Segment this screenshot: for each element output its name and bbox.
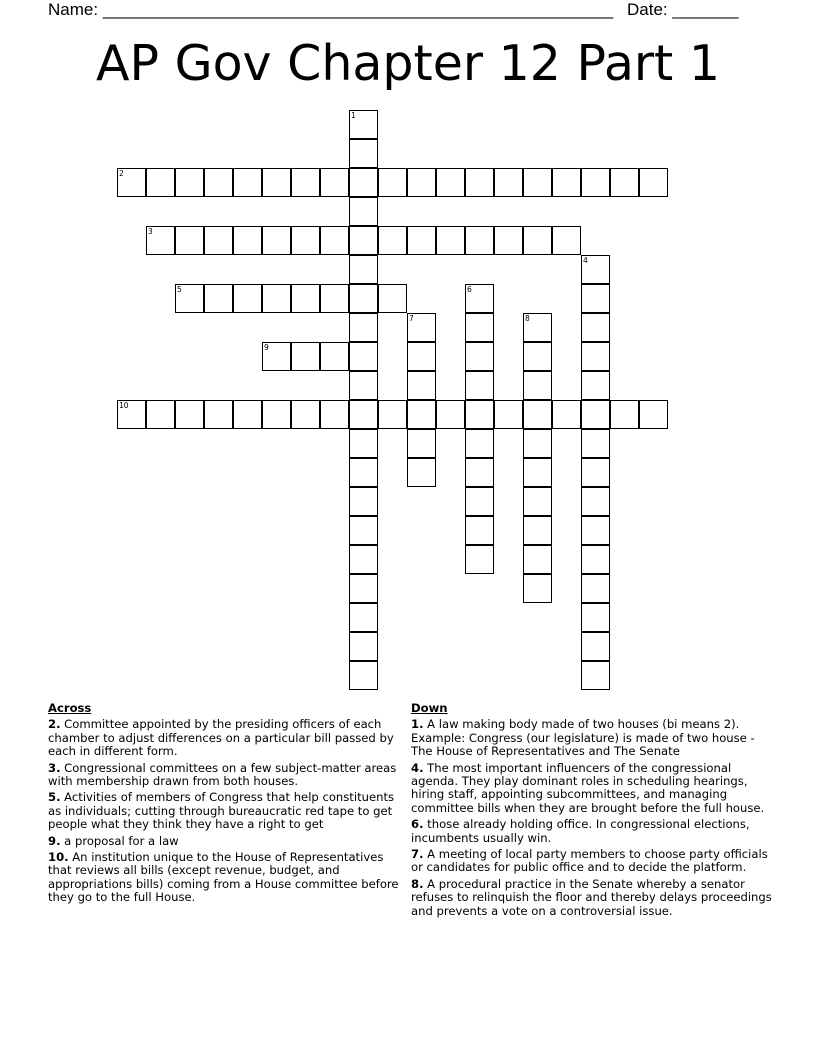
crossword-cell[interactable] xyxy=(320,400,349,429)
crossword-cell[interactable] xyxy=(349,458,378,487)
crossword-cell[interactable] xyxy=(610,400,639,429)
crossword-cell[interactable] xyxy=(291,342,320,371)
crossword-cell[interactable] xyxy=(581,429,610,458)
crossword-cell[interactable] xyxy=(349,197,378,226)
crossword-cell[interactable] xyxy=(349,632,378,661)
clue-across-2 xyxy=(48,718,404,758)
crossword-cell[interactable] xyxy=(378,284,407,313)
clue-down-4 xyxy=(411,762,773,816)
crossword-cell[interactable] xyxy=(523,574,552,603)
crossword-cell[interactable] xyxy=(349,110,378,139)
crossword-cell[interactable] xyxy=(523,226,552,255)
crossword-cell[interactable] xyxy=(465,313,494,342)
clue-text: Activities of members of Congress that help constituents as individuals; cutting through bureaucratic red tape to get people what they think they have a right to get xyxy=(48,790,395,832)
crossword-cell[interactable] xyxy=(349,139,378,168)
crossword-cell[interactable] xyxy=(581,632,610,661)
crossword-cell[interactable] xyxy=(262,226,291,255)
crossword-cell[interactable] xyxy=(581,487,610,516)
crossword-cell[interactable] xyxy=(465,168,494,197)
clue-down-6 xyxy=(411,818,773,845)
crossword-cell[interactable] xyxy=(349,516,378,545)
crossword-cell[interactable] xyxy=(407,313,436,342)
crossword-cell[interactable] xyxy=(465,516,494,545)
crossword-cell[interactable] xyxy=(378,168,407,197)
clue-number-label: 10 xyxy=(119,401,129,410)
crossword-cell[interactable] xyxy=(465,458,494,487)
clue-text: An institution unique to the House of Representatives that reviews all bills (except revenue, budget, and appropriations bills) coming from a House committee before they go to the full House. xyxy=(48,850,399,905)
clue-text: those already holding office. In congressional elections, incumbents usually win. xyxy=(411,817,750,845)
clue-number: 3. xyxy=(48,760,61,775)
crossword-cell[interactable] xyxy=(523,168,552,197)
clue-number-label: 6 xyxy=(467,285,472,294)
crossword-cell[interactable] xyxy=(523,342,552,371)
crossword-cell[interactable] xyxy=(146,168,175,197)
clue-across-9 xyxy=(48,835,404,848)
crossword-cell[interactable] xyxy=(581,400,610,429)
clue-text: A law making body made of two houses (bi means 2). Example: Congress (our legislature) is made of two house - The House of Representatives and The Senate xyxy=(411,717,755,759)
crossword-cell[interactable] xyxy=(523,516,552,545)
crossword-cell[interactable] xyxy=(581,458,610,487)
clue-number: 2. xyxy=(48,717,61,732)
crossword-cell[interactable] xyxy=(581,603,610,632)
clue-text: The most important influencers of the congressional agenda. They play dominant roles in scheduling hearings, hiring staff, appointing subcommittees, and managing committee bills when they are brought before the full house. xyxy=(411,760,765,815)
crossword-cell[interactable] xyxy=(175,226,204,255)
date-field-label: Date: _______ xyxy=(627,0,739,19)
crossword-cell[interactable] xyxy=(378,226,407,255)
clue-across-10 xyxy=(48,851,404,905)
clue-number-label: 8 xyxy=(525,314,530,323)
crossword-cell[interactable] xyxy=(465,342,494,371)
crossword-cell[interactable] xyxy=(523,313,552,342)
crossword-cell[interactable] xyxy=(494,400,523,429)
crossword-cell[interactable] xyxy=(494,168,523,197)
crossword-cell[interactable] xyxy=(581,661,610,690)
crossword-cell[interactable] xyxy=(349,400,378,429)
clue-number-label: 2 xyxy=(119,169,124,178)
clue-text: A procedural practice in the Senate whereby a senator refuses to relinquish the floor and thereby delays proceedings and prevents a vote on a controversial issue. xyxy=(411,876,772,918)
clue-number-label: 7 xyxy=(409,314,414,323)
crossword-cell[interactable] xyxy=(233,226,262,255)
clue-number: 4. xyxy=(411,760,424,775)
crossword-cell[interactable] xyxy=(581,574,610,603)
clue-text: Congressional committees on a few subject-matter areas with membership drawn from both houses. xyxy=(48,760,397,789)
clue-number: 1. xyxy=(411,717,424,732)
crossword-cell[interactable] xyxy=(204,400,233,429)
clue-across-5 xyxy=(48,791,404,831)
crossword-cell[interactable] xyxy=(233,168,262,197)
crossword-cell[interactable] xyxy=(581,255,610,284)
crossword-cell[interactable] xyxy=(465,429,494,458)
crossword-cell[interactable] xyxy=(175,168,204,197)
crossword-cell[interactable] xyxy=(291,168,320,197)
crossword-cell[interactable] xyxy=(465,545,494,574)
crossword-cell[interactable] xyxy=(407,342,436,371)
crossword-cell[interactable] xyxy=(320,284,349,313)
crossword-cell[interactable] xyxy=(320,342,349,371)
crossword-cell[interactable] xyxy=(552,400,581,429)
crossword-cell[interactable] xyxy=(349,168,378,197)
crossword-cell[interactable] xyxy=(581,545,610,574)
crossword-cell[interactable] xyxy=(349,313,378,342)
crossword-cell[interactable] xyxy=(233,284,262,313)
down-heading: Down xyxy=(411,701,448,715)
clue-down-7 xyxy=(411,848,773,875)
crossword-cell[interactable] xyxy=(262,284,291,313)
crossword-cell[interactable] xyxy=(349,226,378,255)
crossword-cell[interactable] xyxy=(146,226,175,255)
crossword-cell[interactable] xyxy=(204,168,233,197)
crossword-cell[interactable] xyxy=(349,371,378,400)
crossword-cell[interactable] xyxy=(436,226,465,255)
crossword-cell[interactable] xyxy=(436,168,465,197)
clue-number: 5. xyxy=(48,790,61,805)
crossword-cell[interactable] xyxy=(175,284,204,313)
crossword-cell[interactable] xyxy=(233,400,262,429)
clue-number: 9. xyxy=(48,833,61,848)
crossword-cell[interactable] xyxy=(262,342,291,371)
crossword-cell[interactable] xyxy=(262,168,291,197)
crossword-cell[interactable] xyxy=(349,284,378,313)
crossword-cell[interactable] xyxy=(407,168,436,197)
crossword-cell[interactable] xyxy=(523,371,552,400)
crossword-cell[interactable] xyxy=(291,226,320,255)
clue-across-3 xyxy=(48,762,404,789)
crossword-cell[interactable] xyxy=(465,400,494,429)
clue-number: 6. xyxy=(411,817,424,832)
crossword-cell[interactable] xyxy=(349,487,378,516)
crossword-cell[interactable] xyxy=(639,400,668,429)
clue-down-1 xyxy=(411,718,773,758)
crossword-cell[interactable] xyxy=(146,400,175,429)
clue-text: Committee appointed by the presiding officers of each chamber to adjust differences on a particular bill passed by each in different form. xyxy=(48,717,394,759)
crossword-cell[interactable] xyxy=(465,487,494,516)
crossword-cell[interactable] xyxy=(581,371,610,400)
crossword-cell[interactable] xyxy=(552,226,581,255)
crossword-cell[interactable] xyxy=(320,168,349,197)
name-field-label: Name: ______________________________________________________ xyxy=(48,0,614,19)
crossword-cell[interactable] xyxy=(436,400,465,429)
clue-number-label: 3 xyxy=(148,227,153,236)
crossword-cell[interactable] xyxy=(349,342,378,371)
crossword-cell[interactable] xyxy=(320,226,349,255)
clue-number-label: 5 xyxy=(177,285,182,294)
crossword-cell[interactable] xyxy=(523,545,552,574)
crossword-cell[interactable] xyxy=(349,574,378,603)
crossword-cell[interactable] xyxy=(262,400,291,429)
crossword-cell[interactable] xyxy=(349,429,378,458)
crossword-cell[interactable] xyxy=(407,226,436,255)
crossword-cell[interactable] xyxy=(349,661,378,690)
crossword-cell[interactable] xyxy=(349,603,378,632)
crossword-cell[interactable] xyxy=(552,168,581,197)
crossword-cell[interactable] xyxy=(581,342,610,371)
down-clues xyxy=(411,702,773,921)
crossword-cell[interactable] xyxy=(407,400,436,429)
crossword-cell[interactable] xyxy=(581,284,610,313)
crossword-cell[interactable] xyxy=(117,400,146,429)
across-clues xyxy=(48,702,404,908)
crossword-cell[interactable] xyxy=(610,168,639,197)
across-heading: Across xyxy=(48,701,92,715)
crossword-cell[interactable] xyxy=(465,371,494,400)
crossword-cell[interactable] xyxy=(465,284,494,313)
clue-text: A meeting of local party members to choose party officials or candidates for public office and to decide the platform. xyxy=(411,847,768,875)
clue-text: a proposal for a law xyxy=(64,833,179,848)
clue-number-label: 1 xyxy=(351,111,356,120)
crossword-cell[interactable] xyxy=(639,168,668,197)
crossword-cell[interactable] xyxy=(175,400,204,429)
crossword-cell[interactable] xyxy=(523,458,552,487)
crossword-cell[interactable] xyxy=(117,168,146,197)
clue-number-label: 9 xyxy=(264,343,269,352)
crossword-cell[interactable] xyxy=(581,313,610,342)
crossword-cell[interactable] xyxy=(523,487,552,516)
clue-number: 10. xyxy=(48,850,69,865)
crossword-cell[interactable] xyxy=(407,458,436,487)
clue-down-8 xyxy=(411,878,773,918)
crossword-cell[interactable] xyxy=(494,226,523,255)
clue-number-label: 4 xyxy=(583,256,588,265)
crossword-cell[interactable] xyxy=(204,226,233,255)
page-title: AP Gov Chapter 12 Part 1 xyxy=(95,35,721,92)
crossword-cell[interactable] xyxy=(378,400,407,429)
crossword-cell[interactable] xyxy=(523,429,552,458)
crossword-cell[interactable] xyxy=(465,226,494,255)
crossword-cell[interactable] xyxy=(204,284,233,313)
crossword-cell[interactable] xyxy=(349,255,378,284)
crossword-cell[interactable] xyxy=(349,545,378,574)
crossword-cell[interactable] xyxy=(523,400,552,429)
crossword-cell[interactable] xyxy=(291,400,320,429)
crossword-cell[interactable] xyxy=(581,516,610,545)
crossword-cell[interactable] xyxy=(581,168,610,197)
clue-number: 8. xyxy=(411,876,424,891)
clue-number: 7. xyxy=(411,847,424,862)
crossword-cell[interactable] xyxy=(407,371,436,400)
crossword-cell[interactable] xyxy=(407,429,436,458)
crossword-cell[interactable] xyxy=(291,284,320,313)
